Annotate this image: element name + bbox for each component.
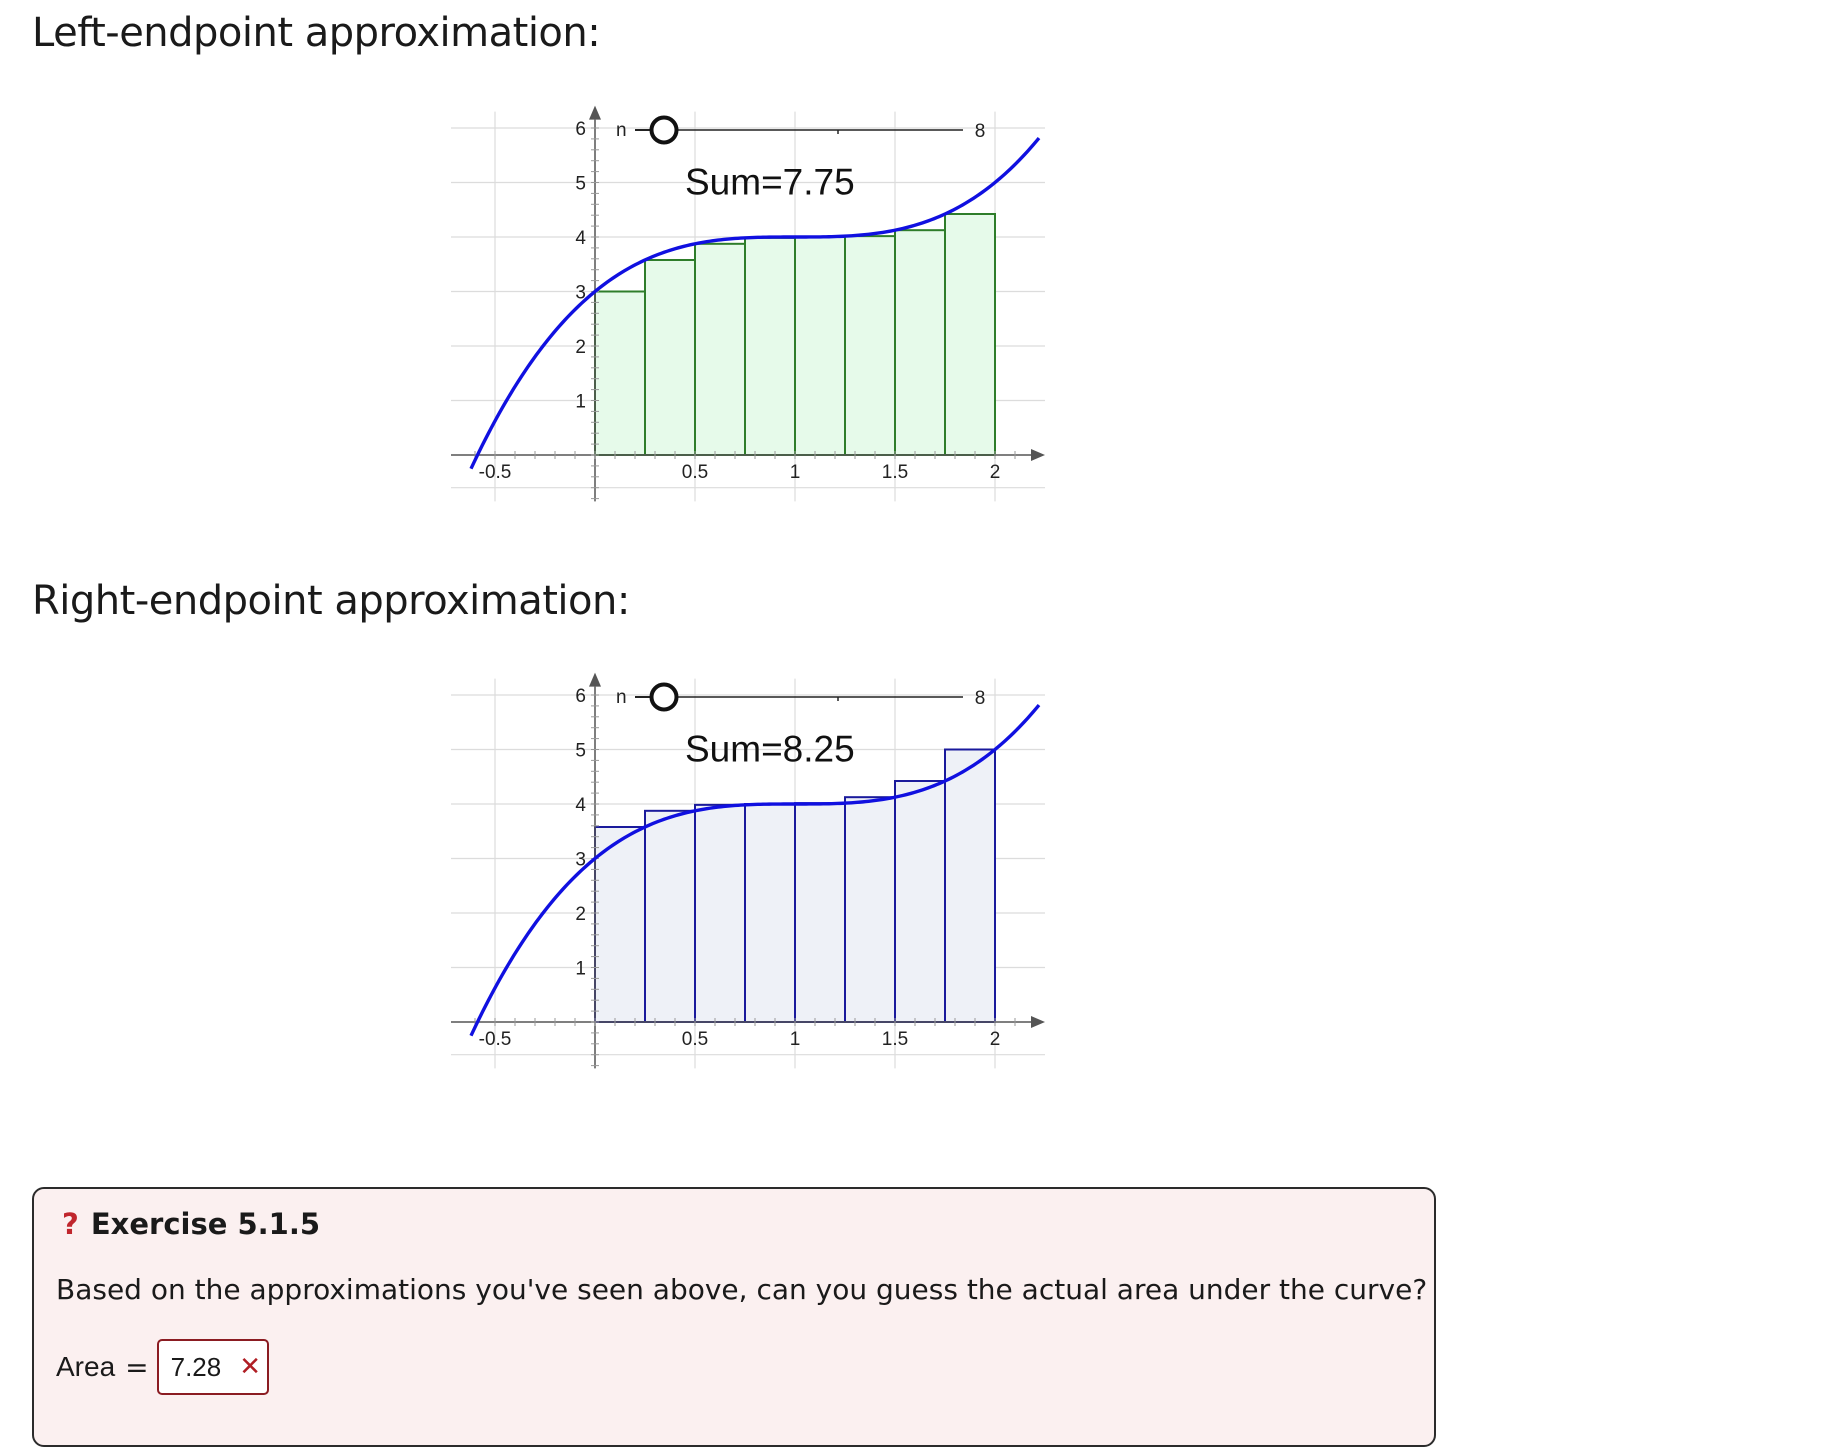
y-tick-label: 6 <box>575 119 586 140</box>
sum-label: Sum=7.75 <box>685 161 855 203</box>
y-axis-arrow-icon <box>589 673 601 687</box>
x-tick-label: -0.5 <box>478 462 512 483</box>
slider-handle[interactable] <box>652 118 677 143</box>
answer-row <box>56 1337 269 1397</box>
riemann-rectangle <box>795 803 845 1022</box>
x-tick-label: 0.5 <box>681 462 709 483</box>
x-tick-label: 1 <box>789 462 801 483</box>
riemann-rectangle <box>645 811 695 1022</box>
x-tick-label: 0.5 <box>681 1029 709 1050</box>
riemann-rectangle <box>945 214 995 455</box>
y-tick-label: 5 <box>575 173 586 195</box>
riemann-rectangle <box>895 230 945 455</box>
exercise-title-text: Exercise 5.1.5 <box>90 1207 321 1241</box>
exercise-title <box>62 1207 320 1241</box>
answer-label: Area <box>56 1351 116 1382</box>
right-endpoint-graph[interactable] <box>420 672 1050 1092</box>
slider-label: n <box>616 687 627 708</box>
y-tick-label: 3 <box>575 282 586 304</box>
y-tick-label: 1 <box>575 958 586 980</box>
x-axis-arrow-icon <box>1031 449 1045 461</box>
x-axis-arrow-icon <box>1031 1016 1045 1028</box>
incorrect-x-icon: ✕ <box>239 1352 262 1382</box>
riemann-rectangle <box>745 804 795 1022</box>
x-tick-label: 2 <box>989 462 1001 483</box>
riemann-rectangle <box>645 260 695 455</box>
slider-max-label: 8 <box>974 121 986 142</box>
n-slider[interactable] <box>616 118 985 143</box>
y-tick-label: 3 <box>575 849 586 871</box>
exercise-question: Based on the approximations you've seen above, can you guess the actual area under the curve? <box>56 1273 1428 1306</box>
y-tick-label: 5 <box>575 740 586 762</box>
y-tick-label: 1 <box>575 391 586 413</box>
riemann-rectangle <box>945 750 995 1023</box>
slider-max-label: 8 <box>974 688 986 709</box>
x-tick-label: -0.5 <box>478 1029 512 1050</box>
x-tick-label: 1 <box>789 1029 801 1050</box>
riemann-rectangle <box>695 244 745 455</box>
riemann-rectangle <box>895 781 945 1022</box>
riemann-rectangle <box>745 238 795 455</box>
sum-label: Sum=8.25 <box>685 728 855 770</box>
riemann-rectangles <box>595 214 995 455</box>
left-endpoint-heading: Left-endpoint approximation: <box>32 10 601 56</box>
riemann-rectangle <box>595 292 645 456</box>
slider-handle[interactable] <box>652 685 677 710</box>
x-tick-label: 2 <box>989 1029 1001 1050</box>
riemann-rectangle <box>595 827 645 1022</box>
riemann-rectangle <box>695 805 745 1022</box>
y-tick-label: 2 <box>575 904 586 925</box>
answer-equals-sign: = <box>125 1350 149 1384</box>
area-answer-value[interactable]: 7.28 <box>170 1351 222 1382</box>
y-tick-label: 6 <box>575 686 586 707</box>
riemann-rectangle <box>845 236 895 455</box>
riemann-rectangle <box>795 237 845 455</box>
y-tick-label: 4 <box>575 795 586 816</box>
x-tick-label: 1.5 <box>881 462 909 483</box>
riemann-rectangle <box>845 797 895 1022</box>
exercise-box <box>32 1187 1436 1447</box>
y-tick-label: 4 <box>575 228 586 249</box>
left-endpoint-graph[interactable] <box>420 105 1050 525</box>
n-slider[interactable] <box>616 685 985 710</box>
y-axis-arrow-icon <box>589 106 601 120</box>
right-endpoint-heading: Right-endpoint approximation: <box>32 578 630 624</box>
area-answer-input[interactable] <box>157 1339 269 1395</box>
slider-label: n <box>616 120 627 141</box>
y-tick-label: 2 <box>575 337 586 358</box>
question-mark-icon: ? <box>62 1207 79 1241</box>
x-tick-label: 1.5 <box>881 1029 909 1050</box>
